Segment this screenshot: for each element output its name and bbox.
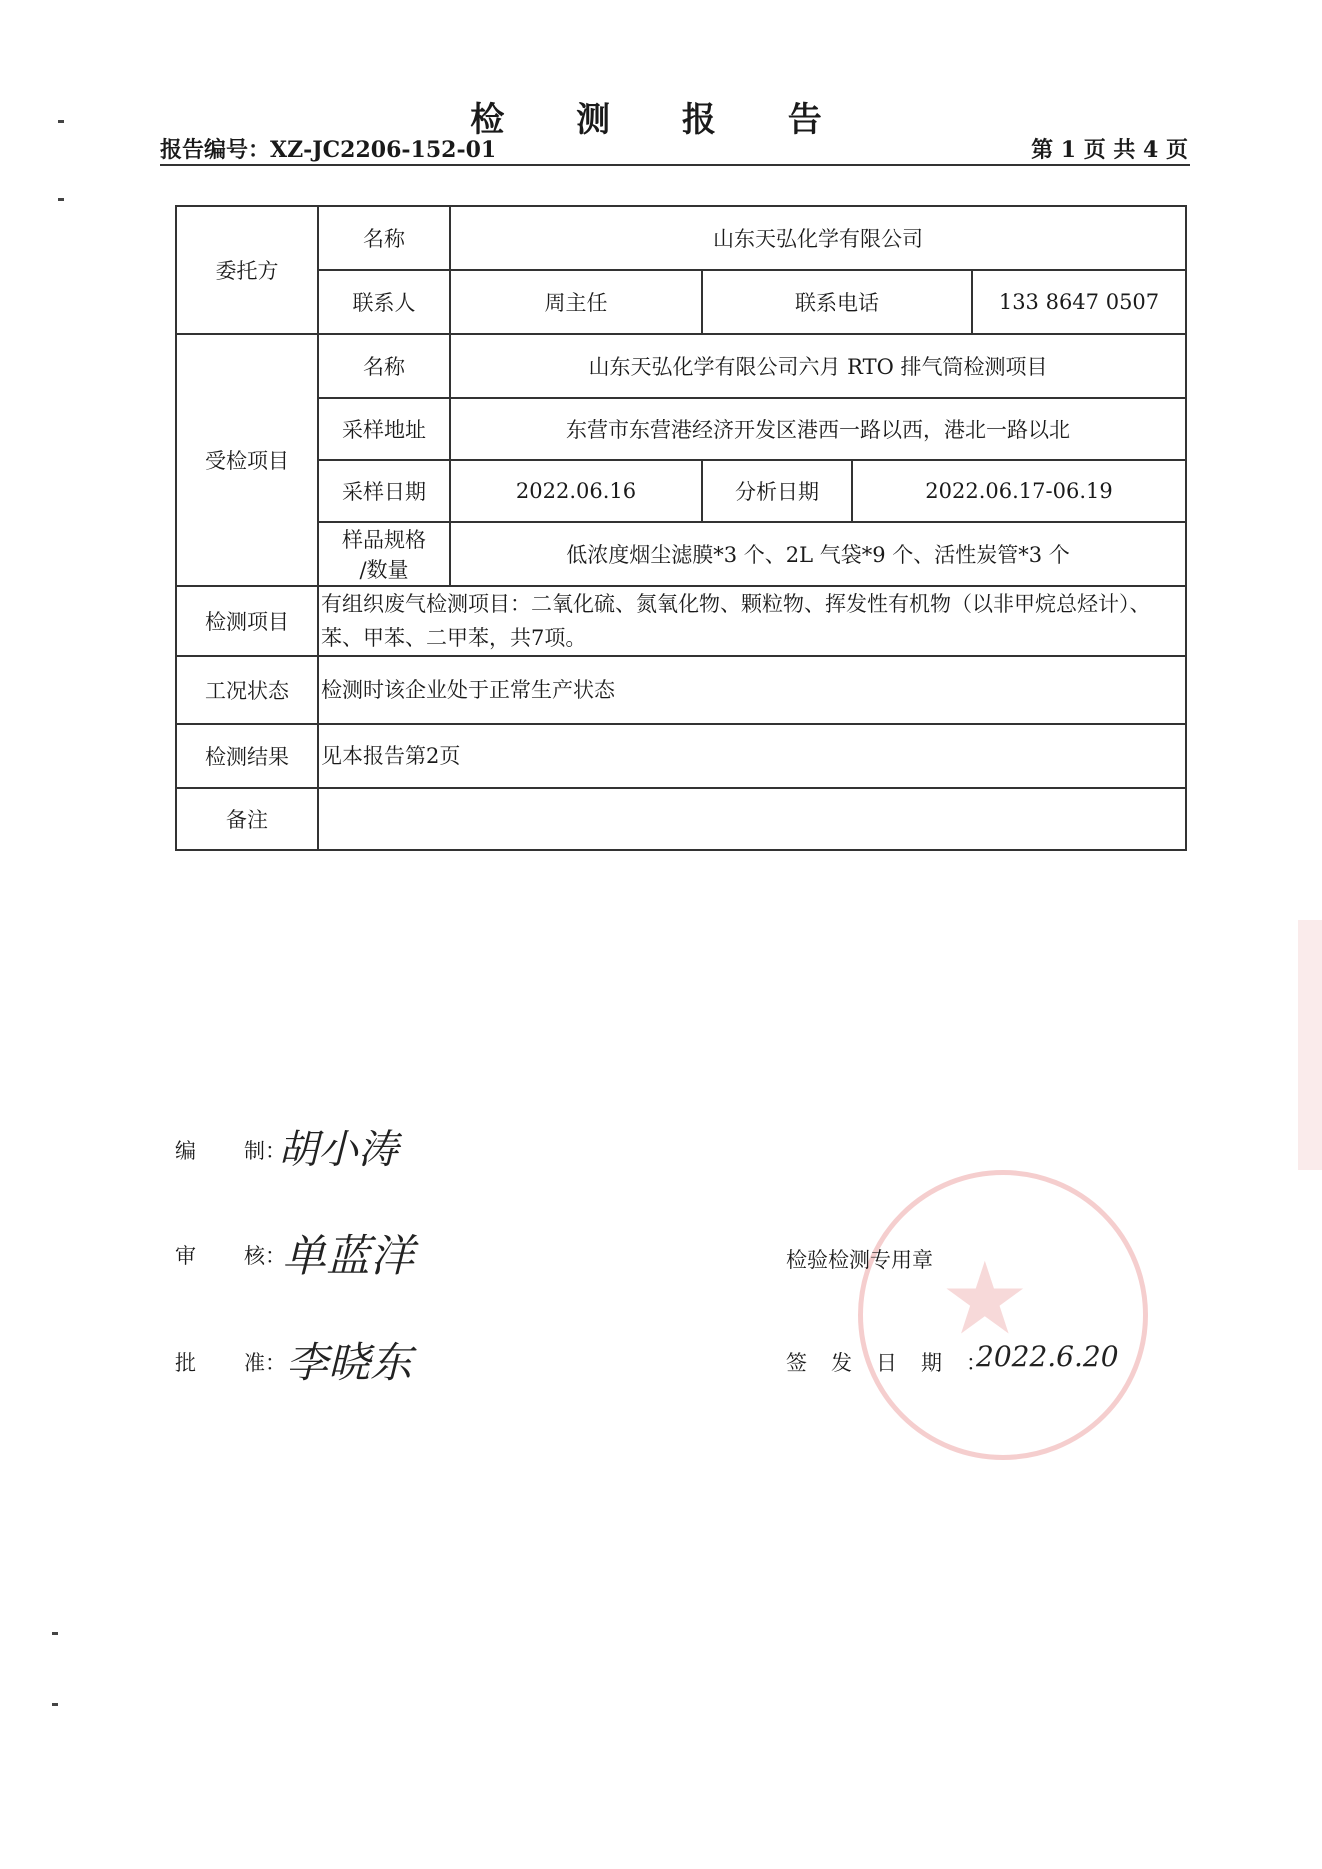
sample-date-value: 2022.06.16 [450,460,702,522]
remark-value [318,788,1186,850]
approved-label-b: 准： [244,1351,286,1375]
sample-date-label: 采样日期 [318,460,450,522]
project-name-label: 名称 [318,334,450,398]
phone-label: 联系电话 [702,270,972,334]
document-title: 检 测 报 告 [470,100,852,140]
condition-label: 工况状态 [176,656,318,724]
phone-value: 133 8647 0507 [972,270,1186,334]
project-name-value: 山东天弘化学有限公司六月 RTO 排气筒检测项目 [450,334,1186,398]
report-number: 报告编号：XZ-JC2206-152-01 [160,137,497,163]
condition-value: 检测时该企业处于正常生产状态 [318,656,1186,724]
test-items-line1: 有组织废气检测项目：二氧化硫、氮氧化物、颗粒物、挥发性有机物（以非甲烷总烃计）、 [321,592,1151,616]
table-row [176,724,1186,788]
reviewed-label-b: 核： [244,1244,286,1268]
scan-edge-mark [1298,920,1322,1170]
test-items-value [318,586,1186,656]
report-info-table [175,205,1187,851]
margin-mark [52,1632,58,1635]
prepared-label-b: 制： [244,1139,286,1163]
sample-spec-label [318,522,450,586]
table-row [176,656,1186,724]
margin-mark [58,198,64,201]
project-section-label: 受检项目 [176,334,318,586]
margin-mark [52,1703,58,1706]
analysis-date-value: 2022.06.17-06.19 [852,460,1186,522]
table-row [176,270,1186,334]
table-row [176,788,1186,850]
remark-label: 备注 [176,788,318,850]
page-info: 第 1 页 共 4 页 [1031,137,1188,163]
stamp-label: 检验检测专用章 [786,1248,933,1272]
contact-value: 周主任 [450,270,702,334]
header-rule [160,164,1190,166]
sample-spec-label-line2: /数量 [359,558,409,582]
issue-date-label: 签发日期： [786,1351,1011,1375]
address-label: 采样地址 [318,398,450,460]
test-items-label: 检测项目 [176,586,318,656]
table-row [176,206,1186,270]
reviewed-signature: 单蓝洋 [282,1231,414,1282]
test-items-line2: 苯、甲苯、二甲苯，共7项。 [321,626,587,650]
prepared-label-a: 编 [175,1139,196,1163]
analysis-date-label: 分析日期 [702,460,852,522]
client-section-label: 委托方 [176,206,318,334]
sample-spec-label-line1: 样品规格 [342,528,426,552]
result-label: 检测结果 [176,724,318,788]
reviewed-label-a: 审 [175,1244,196,1268]
prepared-signature: 胡小涛 [278,1127,398,1173]
table-row [176,586,1186,656]
table-row [176,460,1186,522]
client-name-value: 山东天弘化学有限公司 [450,206,1186,270]
contact-label: 联系人 [318,270,450,334]
seal-star-icon: ★ [940,1240,1030,1357]
result-value: 见本报告第2页 [318,724,1186,788]
approved-signature: 李晓东 [286,1338,413,1387]
address-value: 东营市东营港经济开发区港西一路以西，港北一路以北 [450,398,1186,460]
approved-label-a: 批 [175,1351,196,1375]
table-row [176,334,1186,398]
client-name-label: 名称 [318,206,450,270]
sample-spec-value: 低浓度烟尘滤膜*3 个、2L 气袋*9 个、活性炭管*3 个 [450,522,1186,586]
table-row [176,398,1186,460]
table-row [176,522,1186,586]
issue-date-value: 2022.6.20 [976,1340,1119,1373]
